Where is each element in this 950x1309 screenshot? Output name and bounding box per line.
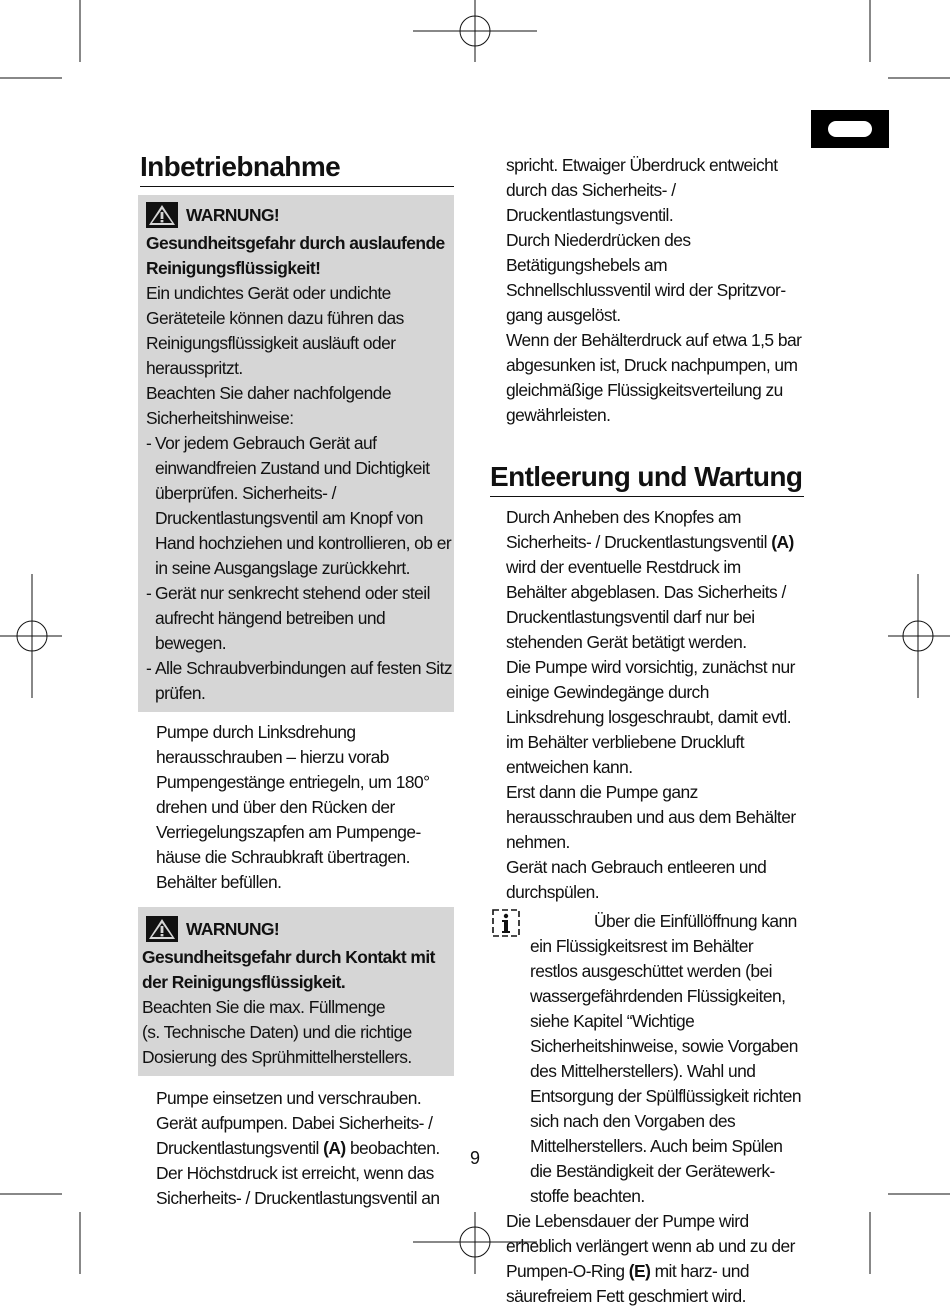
warning-title: Gesundheitsgefahr durch auslaufende Reinigungsflüssigkeit!: [146, 233, 445, 278]
left-column: [140, 150, 454, 1211]
list-item: - Alle Schraubverbindungen auf festen Sitz prüfen.: [146, 658, 453, 703]
warning-box-1: [138, 195, 454, 712]
warning-triangle-icon: [146, 202, 178, 228]
warning-label: WARNUNG!: [186, 918, 280, 939]
warning-text: Ein undichtes Gerät oder undichte Geräteteile können dazu führen das Reinigungsflüssigkeit ausläuft oder herausspritzt.: [146, 283, 404, 378]
warning-title: Gesundheitsgefahr durch Kontakt mit der Reinigungsflüssigkeit.: [142, 947, 435, 992]
paragraph: Wenn der Behälterdruck auf etwa 1,5 bar abgesunken ist, Druck nachpumpen, um gleichmäßige Flüssigkeitsverteilung zu gewährleisten.: [506, 330, 802, 425]
warning-header: [142, 913, 454, 945]
warning-text: Beachten Sie die max. Füllmenge: [142, 997, 385, 1017]
paragraph: Durch Anheben des Knopfes am Sicherheits- / Druckentlastungsventil (A) wird der eventuelle Restdruck im Behälter abgeblasen. Das Sicherheits / Druckentlastungsventil darf nur bei stehenden Gerät betätigt werden.: [506, 507, 794, 652]
paragraph: Pumpe durch Linksdrehung herausschrauben – hierzu vorab Pumpengestänge entriegeln, um 180° drehen und über den Rücken der Verriegelungszapfen am Pumpengehäuse die Schraubkraft übertragen.: [156, 722, 430, 867]
warning-text: Beachten Sie daher nachfolgende Sicherheitshinweise:: [146, 383, 391, 428]
warning-box-2: [138, 907, 454, 1076]
paragraph: spricht. Etwaiger Überdruck entweicht durch das Sicherheits- / Druckentlastungsventil.: [506, 155, 778, 225]
paragraph: Pumpe einsetzen und verschrauben.: [156, 1088, 422, 1108]
warning-triangle-icon: [146, 916, 178, 942]
warning-header: [146, 199, 454, 231]
paragraph: Behälter befüllen.: [156, 872, 282, 892]
language-tab-marker: [811, 110, 889, 148]
paragraph: Die Lebensdauer der Pumpe wird erheblich verlängert wenn ab und zu der Pumpen-O-Ring (E) mit harz- und säurefreiem Fett geschmiert wird.: [506, 1211, 795, 1306]
info-text: Über die Einfüllöffnung kann ein Flüssigkeitsrest im Behälter restlos ausgeschüttet werden (bei wassergefährdenden Flüssigkeiten, siehe Kapitel “Wichtige Sicherheitshinweise, sowie Vorgaben des Mittelherstellers). Wahl und Entsorgung der Spülflüssigkeit richten sich nach den Vorgaben des Mittelherstellers. Auch beim Spülen die Beständigkeit der Gerätewerkstoffe beachten.: [530, 911, 802, 1206]
page-number: 9: [469, 1148, 480, 1168]
right-column: [490, 153, 804, 1309]
paragraph: Gerät nach Gebrauch entleeren und durchspülen.: [506, 857, 767, 902]
warning-label: WARNUNG!: [186, 204, 280, 225]
warning-text: (s. Technische Daten) und die richtige Dosierung des Sprühmittelherstellers.: [142, 1022, 412, 1067]
section-heading-entleerung: Entleerung und Wartung: [490, 460, 804, 497]
paragraph: Erst dann die Pumpe ganz herausschrauben und aus dem Behälter nehmen.: [506, 782, 796, 852]
list-item: - Gerät nur senkrecht stehend oder steil aufrecht hängend betreiben und bewegen.: [146, 583, 430, 653]
section-heading-inbetriebnahme: Inbetriebnahme: [140, 150, 454, 187]
list-item: - Vor jedem Gebrauch Gerät auf einwandfreien Zustand und Dichtigkeit überprüfen. Sicherheits- / Druckentlastungsventil am Knopf von Hand hochziehen und kontrollieren, ob er in seine Ausgangslage zurückkehrt.: [146, 433, 452, 578]
paragraph: Die Pumpe wird vorsichtig, zunächst nur einige Gewindegänge durch Linksdrehung losgeschraubt, damit evtl. im Behälter verbliebene Druckluft entweichen kann.: [506, 657, 795, 777]
info-icon: [490, 909, 522, 937]
paragraph: Durch Niederdrücken des Betätigungshebels am Schnellschlussventil wird der Spritzvorgang ausgelöst.: [506, 230, 787, 325]
paragraph: Gerät aufpumpen. Dabei Sicherheits- / Druckentlastungsventil (A) beobachten. Der Höchstdruck ist erreicht, wenn das Sicherheits- / Druckentlastungsventil an: [156, 1113, 440, 1208]
